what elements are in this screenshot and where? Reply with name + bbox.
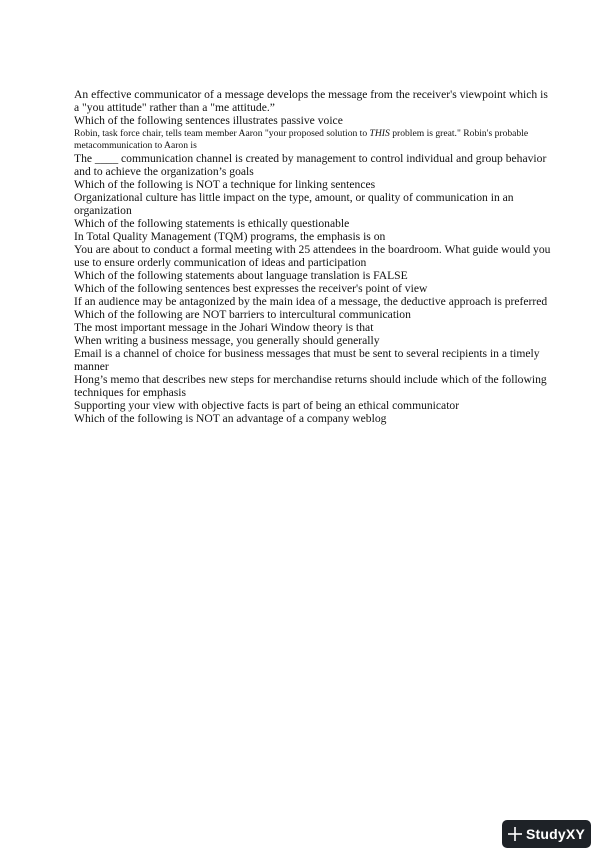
question-18: Supporting your view with objective facts is part of being an ethical communicator <box>74 399 460 412</box>
question-17: Hong’s memo that describes new steps for merchandise returns should include which of the following techniques for emphasis <box>74 373 547 399</box>
plus-cross-icon <box>508 827 522 841</box>
question-1: An effective communicator of a message develops the message from the receiver's viewpoint which is a "you attitude" rather than a "me attitude.” <box>74 88 548 114</box>
question-15: When writing a business message, you generally should generally <box>74 334 380 347</box>
question-list <box>74 88 552 425</box>
question-10: Which of the following statements about language translation is FALSE <box>74 269 408 282</box>
question-14: The most important message in the Johari Window theory is that <box>74 321 374 334</box>
question-8: In Total Quality Management (TQM) programs, the emphasis is on <box>74 230 386 243</box>
question-6: Organizational culture has little impact on the type, amount, or quality of communication in an organization <box>74 191 514 217</box>
question-11: Which of the following sentences best expresses the receiver's point of view <box>74 282 428 295</box>
question-7: Which of the following statements is ethically questionable <box>74 217 350 230</box>
question-12: If an audience may be antagonized by the main idea of a message, the deductive approach is preferred <box>74 295 548 308</box>
question-16: Email is a channel of choice for business messages that must be sent to several recipients in a timely manner <box>74 347 540 373</box>
question-3: Robin, task force chair, tells team member Aaron "your proposed solution to THIS problem is great." Robin's probable metacommunication to Aaron is <box>74 128 529 151</box>
question-9: You are about to conduct a formal meeting with 25 attendees in the boardroom. What guide would you use to ensure orderly communication of ideas and participation <box>74 243 551 269</box>
question-4: The ____ communication channel is created by management to control individual and group behavior and to achieve the organization’s goals <box>74 152 547 178</box>
studyxy-logo[interactable] <box>502 820 591 848</box>
question-13: Which of the following are NOT barriers to intercultural communication <box>74 308 411 321</box>
logo-text: StudyXY <box>526 826 585 842</box>
question-2: Which of the following sentences illustrates passive voice <box>74 114 343 127</box>
question-19: Which of the following is NOT an advantage of a company weblog <box>74 412 387 425</box>
question-5: Which of the following is NOT a technique for linking sentences <box>74 178 376 191</box>
